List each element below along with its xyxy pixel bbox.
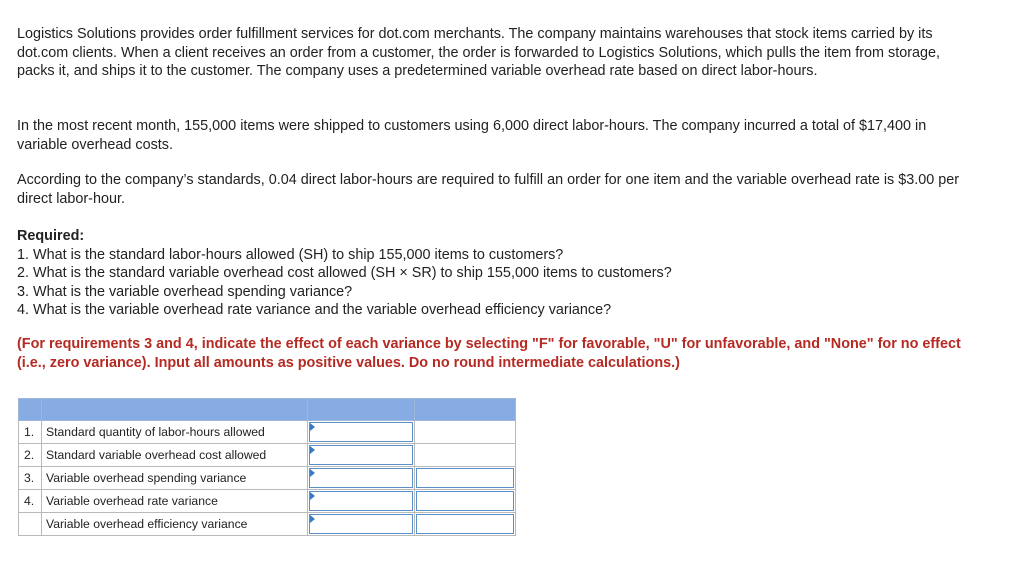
spending-variance-effect-select[interactable] <box>416 468 514 488</box>
standard-hours-input[interactable] <box>309 422 413 442</box>
amount-cell <box>308 513 415 536</box>
required-item-4: 4. What is the variable overhead rate variance and the variable overhead efficiency variance? <box>17 302 612 318</box>
required-item-2: 2. What is the standard variable overhead cost allowed (SH × SR) to ship 155,000 items to customers? <box>17 265 672 281</box>
header-cell <box>415 399 516 421</box>
row-label: Standard quantity of labor-hours allowed <box>42 421 308 444</box>
row-label: Variable overhead spending variance <box>42 467 308 490</box>
effect-cell <box>415 490 516 513</box>
efficiency-variance-input[interactable] <box>309 514 413 534</box>
row-number <box>19 513 42 536</box>
header-cell <box>42 399 308 421</box>
amount-cell <box>308 421 415 444</box>
table-row <box>19 513 516 536</box>
table-row <box>19 421 516 444</box>
amount-cell <box>308 467 415 490</box>
amount-cell <box>308 490 415 513</box>
month-data-paragraph: In the most recent month, 155,000 items were shipped to customers using 6,000 direct labor-hours. The company incurred a total of $17,400 in variable overhead costs. <box>17 118 927 153</box>
required-section <box>17 227 977 320</box>
answer-table <box>18 398 516 536</box>
row-label: Standard variable overhead cost allowed <box>42 444 308 467</box>
rate-variance-effect-select[interactable] <box>416 491 514 511</box>
required-item-1: 1. What is the standard labor-hours allowed (SH) to ship 155,000 items to customers? <box>17 246 564 263</box>
intro-paragraph: Logistics Solutions provides order fulfillment services for dot.com merchants. The company maintains warehouses that stock items carried by its dot.com clients. When a client receives an order from a customer, the order is forwarded to Logistics Solutions, which pulls the item from storage, packs it, and ships it to the customer. The company uses a predetermined variable overhead rate based on direct labor-hours. <box>17 26 941 79</box>
effect-cell <box>415 513 516 536</box>
efficiency-variance-effect-select[interactable] <box>416 514 514 534</box>
standards-paragraph: According to the company’s standards, 0.04 direct labor-hours are required to fulfill an order for one item and the variable overhead rate is $3.00 per direct labor-hour. <box>17 172 960 207</box>
row-number: 4. <box>19 490 42 513</box>
effect-cell-empty <box>415 421 516 444</box>
row-number: 2. <box>19 444 42 467</box>
standard-cost-input[interactable] <box>309 445 413 465</box>
required-title: Required: <box>17 228 85 244</box>
header-cell <box>19 399 42 421</box>
required-item-3: 3. What is the variable overhead spending variance? <box>17 283 353 300</box>
instructions-text: (For requirements 3 and 4, indicate the effect of each variance by selecting "F" for favorable, "U" for unfavorable, and "None" for no effect (i.e., zero variance). Input all amounts as positive values. Do no round intermediate calculations.) <box>17 336 961 371</box>
row-number: 1. <box>19 421 42 444</box>
table-row <box>19 444 516 467</box>
row-label: Variable overhead rate variance <box>42 490 308 513</box>
spending-variance-input[interactable] <box>309 468 413 488</box>
amount-cell <box>308 444 415 467</box>
table-row <box>19 467 516 490</box>
row-label: Variable overhead efficiency variance <box>42 513 308 536</box>
row-number: 3. <box>19 467 42 490</box>
header-cell <box>308 399 415 421</box>
effect-cell <box>415 467 516 490</box>
table-row <box>19 490 516 513</box>
table-header-row <box>19 399 516 421</box>
effect-cell-empty <box>415 444 516 467</box>
rate-variance-input[interactable] <box>309 491 413 511</box>
